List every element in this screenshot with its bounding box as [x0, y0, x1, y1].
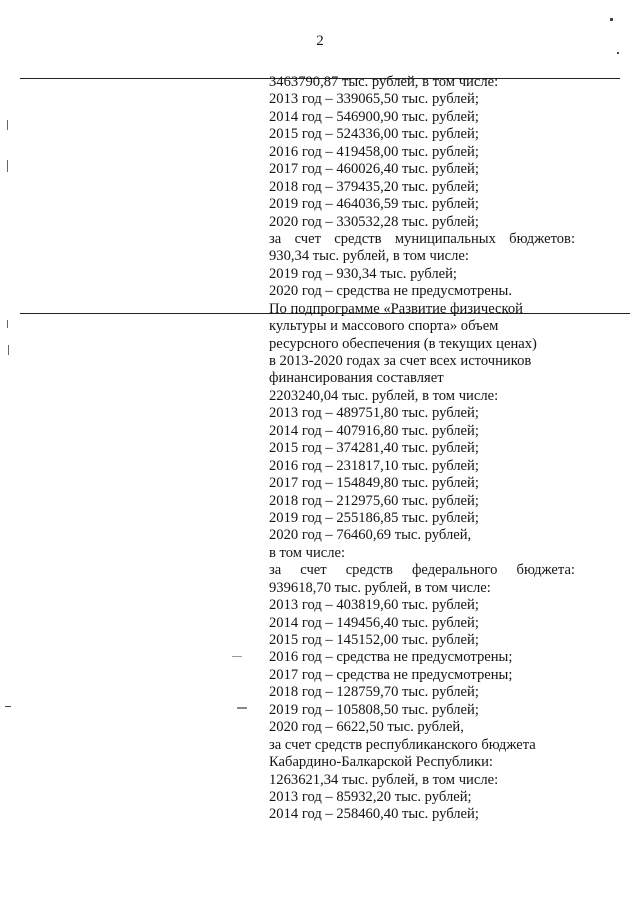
text-line: 2019 год – 255186,85 тыс. рублей; — [269, 509, 479, 526]
text-line: финансирования составляет — [269, 370, 444, 387]
text-line: 2203240,04 тыс. рублей, в том числе: — [269, 387, 499, 404]
text-line: 2015 год – 524336,00 тыс. рублей; — [269, 126, 479, 143]
text-line: Кабардино-Балкарской Республики: — [269, 754, 493, 771]
text-line: культуры и массового спорта» объем — [269, 318, 499, 335]
scan-speck — [237, 707, 247, 709]
margin-tick — [7, 120, 8, 130]
scan-speck — [5, 706, 11, 707]
text-line: 1263621,34 тыс. рублей, в том числе: — [269, 771, 499, 788]
text-line: 2016 год – средства не предусмотрены; — [269, 649, 513, 666]
text-line: 2016 год – 419458,00 тыс. рублей; — [269, 143, 479, 160]
text-line: ресурсного обеспечения (в текущих ценах) — [269, 335, 537, 352]
text-line: 2013 год – 403819,60 тыс. рублей; — [269, 597, 479, 614]
text-line: за счет средств муниципальных бюджетов: — [269, 230, 575, 247]
text-line: 2017 год – 154849,80 тыс. рублей; — [269, 475, 479, 492]
margin-tick — [7, 160, 8, 172]
text-line: 2016 год – 231817,10 тыс. рублей; — [269, 457, 479, 474]
scan-speck — [617, 52, 619, 54]
text-line: в 2013-2020 годах за счет всех источников — [269, 353, 532, 369]
text-line: 2017 год – 460026,40 тыс. рублей; — [269, 161, 479, 178]
text-line: 2014 год – 149456,40 тыс. рублей; — [269, 614, 479, 631]
text-line: 2013 год – 489751,80 тыс. рублей; — [269, 405, 479, 422]
scan-speck — [610, 18, 613, 21]
text-line: 2018 год – 212975,60 тыс. рублей; — [269, 492, 479, 509]
text-line: По подпрограмме «Развитие физической — [269, 300, 523, 317]
text-line: 2020 год – 76460,69 тыс. рублей, — [269, 527, 472, 544]
text-line: 3463790,87 тыс. рублей, в том числе: — [269, 74, 499, 90]
page-number: 2 — [316, 33, 324, 49]
text-line: 2020 год – 330532,28 тыс. рублей; — [269, 213, 479, 230]
text-line: 2017 год – средства не предусмотрены; — [269, 666, 513, 683]
text-line: 2015 год – 374281,40 тыс. рублей; — [269, 440, 479, 457]
text-line: 2014 год – 546900,90 тыс. рублей; — [269, 108, 479, 125]
text-line: 2018 год – 379435,20 тыс. рублей; — [269, 178, 479, 195]
text-line: за счет средств республиканского бюджета — [269, 736, 536, 753]
text-line: 2019 год – 930,34 тыс. рублей; — [269, 265, 457, 282]
text-line: 939618,70 тыс. рублей, в том числе: — [269, 579, 491, 596]
text-line: в том числе: — [269, 544, 346, 561]
text-line: 2013 год – 339065,50 тыс. рублей; — [269, 91, 479, 108]
text-line: 2013 год – 85932,20 тыс. рублей; — [269, 788, 472, 805]
scan-speck — [232, 656, 242, 657]
text-line: 2014 год – 407916,80 тыс. рублей; — [269, 422, 479, 439]
text-line: 930,34 тыс. рублей, в том числе: — [269, 248, 469, 265]
text-line: 2015 год – 145152,00 тыс. рублей; — [269, 632, 479, 648]
text-line: 2020 год – средства не предусмотрены. — [269, 283, 512, 300]
margin-tick — [7, 320, 8, 328]
text-line: за счет средств федерального бюджета: — [269, 562, 575, 579]
text-line: 2018 год – 128759,70 тыс. рублей; — [269, 684, 479, 701]
body-text — [269, 74, 575, 824]
margin-tick — [8, 345, 9, 355]
text-line: 2019 год – 105808,50 тыс. рублей; — [269, 701, 479, 718]
text-line: 2014 год – 258460,40 тыс. рублей; — [269, 806, 479, 823]
text-line: 2019 год – 464036,59 тыс. рублей; — [269, 196, 479, 213]
text-line: 2020 год – 6622,50 тыс. рублей, — [269, 719, 464, 736]
